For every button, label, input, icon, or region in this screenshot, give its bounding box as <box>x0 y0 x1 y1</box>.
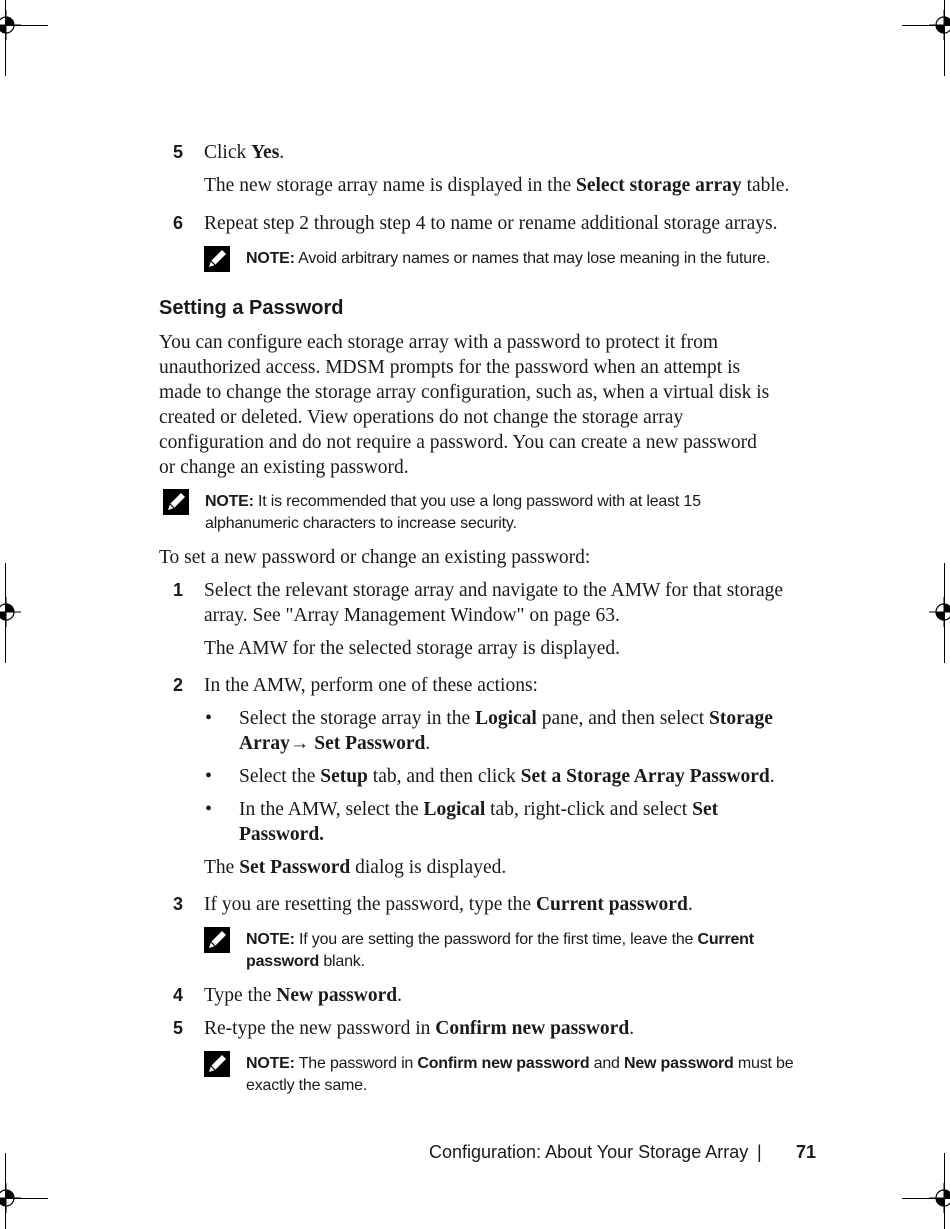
crop-line <box>902 1198 950 1199</box>
step-result: The new storage array name is displayed in the Select storage array table. <box>204 175 790 196</box>
step-number: 3 <box>173 894 184 914</box>
footer-title: Configuration: About Your Storage Array <box>429 1142 749 1162</box>
registration-mark-icon <box>0 597 21 627</box>
crop-line <box>944 563 945 663</box>
crop-line <box>0 25 48 26</box>
step-result: The Set Password dialog is displayed. <box>204 857 507 878</box>
step-number: 4 <box>173 985 184 1005</box>
step-text: Select the relevant storage array and navigate to the AMW for that storage array. See "Array Management Window" on page 63. <box>204 580 784 626</box>
step-text: Repeat step 2 through step 4 to name or rename additional storage arrays. <box>204 213 778 234</box>
step-text: In the AMW, perform one of these actions: <box>204 675 538 696</box>
crop-line <box>5 0 6 76</box>
step-result: The AMW for the selected storage array is displayed. <box>204 638 621 659</box>
note: NOTE: It is recommended that you use a long password with at least 15 alphanumeric characters to increase security. <box>205 493 701 532</box>
crop-line <box>944 0 945 76</box>
intro-text: To set a new password or change an existing password: <box>159 547 591 568</box>
step-text: Type the New password. <box>204 985 402 1006</box>
step-text: Re-type the new password in Confirm new password. <box>204 1018 635 1039</box>
paragraph: You can configure each storage array with a password to protect it from unauthorized access. MDSM prompts for the password when an attempt is made to change the storage array configuration, such as, when a virtual disk is created or deleted. View operations do not change the storage array configuration and do not require a password. You can create a new password or change an existing password. <box>159 332 770 478</box>
step-number: 1 <box>173 580 184 600</box>
registration-mark-icon <box>929 597 950 627</box>
note-pencil-icon <box>163 489 189 515</box>
arrow-icon: → <box>289 733 310 754</box>
note-pencil-icon <box>204 246 230 272</box>
step-number: 5 <box>173 1018 184 1038</box>
bullet-text: Select the storage array in the Logical pane, and then select Storage Array→ Set Password. <box>239 708 773 754</box>
step-number: 2 <box>173 675 184 695</box>
note: NOTE: The password in Confirm new password and New password must be exactly the same. <box>246 1055 794 1094</box>
crop-line <box>944 1153 945 1229</box>
section-heading: Setting a Password <box>159 297 344 319</box>
crop-line <box>902 25 950 26</box>
note: NOTE: Avoid arbitrary names or names that may lose meaning in the future. <box>246 250 771 267</box>
footer-separator: | <box>757 1142 762 1162</box>
bullet-text: In the AMW, select the Logical tab, right-click and select Set Password. <box>239 799 719 845</box>
crop-line <box>5 1153 6 1229</box>
bullet: • <box>205 707 213 729</box>
step-number: 6 <box>173 213 184 233</box>
page-number: 71 <box>796 1142 817 1162</box>
note-pencil-icon <box>204 927 230 953</box>
step-number: 5 <box>173 142 184 162</box>
bullet: • <box>205 765 213 787</box>
bullet: • <box>205 798 213 820</box>
note-pencil-icon <box>204 1051 230 1077</box>
bullet-text: Select the Setup tab, and then click Set a Storage Array Password. <box>239 766 775 787</box>
note: NOTE: If you are setting the password for the first time, leave the Current password blank. <box>246 931 754 970</box>
crop-line <box>5 563 6 663</box>
step-text: Click Yes. <box>204 142 285 163</box>
step-text: If you are resetting the password, type the Current password. <box>204 894 693 915</box>
crop-line <box>0 1198 48 1199</box>
